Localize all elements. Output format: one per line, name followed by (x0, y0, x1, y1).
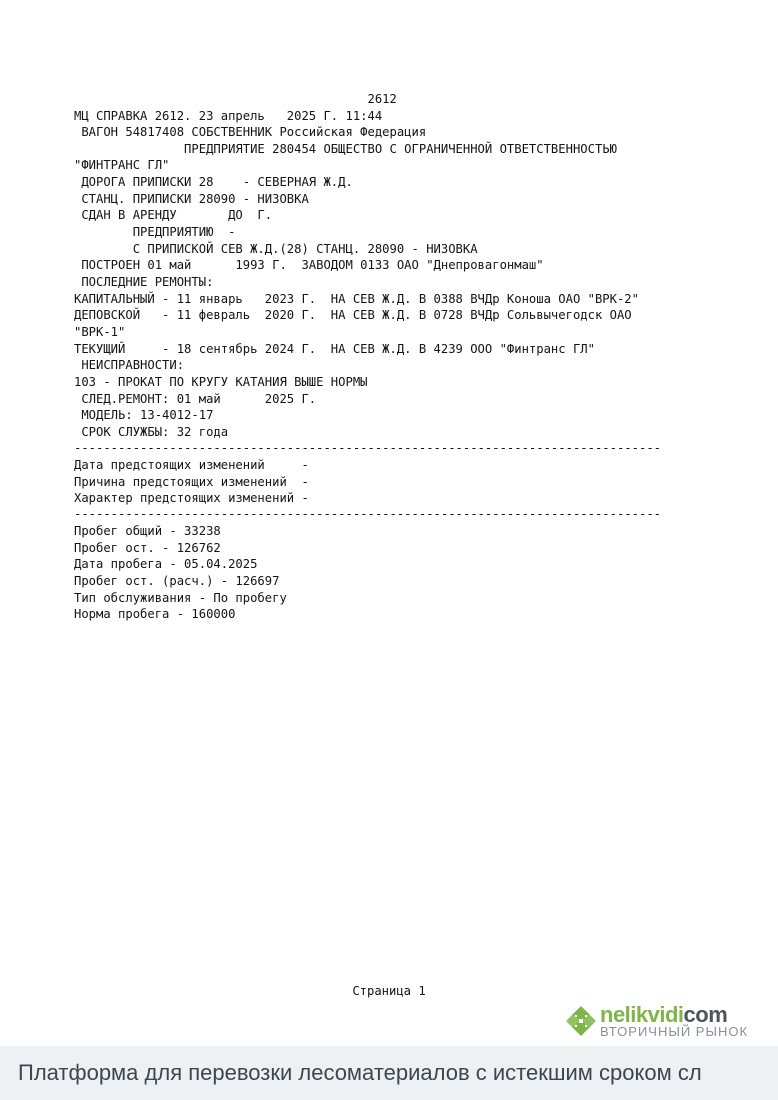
doc-line: СТАНЦ. ПРИПИСКИ 28090 - НИЗОВКА (74, 192, 309, 206)
doc-line: МЦ СПРАВКА 2612. 23 апрель 2025 Г. 11:44 (74, 109, 383, 123)
doc-line: Норма пробега - 160000 (74, 607, 236, 621)
separator-line: -------------------------------------------------------------------------------- (74, 441, 661, 455)
doc-line: Пробег ост. (расч.) - 126697 (74, 574, 280, 588)
doc-line: ПРЕДПРИЯТИЕ 280454 ОБЩЕСТВО С ОГРАНИЧЕННОЙ ОТВЕТСТВЕННОСТЬЮ (74, 142, 617, 156)
caption-bar (0, 1046, 778, 1100)
doc-line: ПОСЛЕДНИЕ РЕМОНТЫ: (74, 275, 214, 289)
doc-line: Характер предстоящих изменений - (74, 491, 309, 505)
doc-line: ТЕКУЩИЙ - 18 сентябрь 2024 Г. НА СЕВ Ж.Д. В 4239 ООО "Финтранс ГЛ" (74, 342, 595, 356)
doc-line: Тип обслуживания - По пробегу (74, 591, 287, 605)
watermark-brand-green: nelikvidi (600, 1002, 684, 1027)
recycle-logo-icon (564, 1004, 598, 1038)
doc-line: СЛЕД.РЕМОНТ: 01 май 2025 Г. (74, 392, 317, 406)
doc-line: МОДЕЛЬ: 13-4012-17 (74, 408, 214, 422)
doc-line: "ВРК-1" (74, 325, 126, 339)
doc-line: ДЕПОВСКОЙ - 11 февраль 2020 Г. НА СЕВ Ж.Д. В 0728 ВЧДр Сольвычегодск ОАО (74, 308, 632, 322)
watermark-brand-dark: com (683, 1002, 728, 1027)
doc-line: ПРЕДПРИЯТИЮ - (74, 225, 236, 239)
watermark-tagline: ВТОРИЧНЫЙ РЫНОК (600, 1024, 749, 1039)
doc-line: СДАН В АРЕНДУ ДО Г. (74, 208, 273, 222)
doc-line: 103 - ПРОКАТ ПО КРУГУ КАТАНИЯ ВЫШЕ НОРМЫ (74, 375, 368, 389)
doc-line: ПОСТРОЕН 01 май 1993 Г. ЗАВОДОМ 0133 ОАО "Днепровагонмаш" (74, 258, 544, 272)
page-number: Страница 1 (352, 984, 426, 998)
doc-line: "ФИНТРАНС ГЛ" (74, 158, 170, 172)
doc-line: Дата предстоящих изменений - (74, 458, 309, 472)
doc-line: СРОК СЛУЖБЫ: 32 года (74, 425, 229, 439)
doc-line: ДОРОГА ПРИПИСКИ 28 - СЕВЕРНАЯ Ж.Д. (74, 175, 353, 189)
doc-line: Причина предстоящих изменений - (74, 475, 309, 489)
watermark-logo (564, 1002, 764, 1044)
doc-line: КАПИТАЛЬНЫЙ - 11 январь 2023 Г. НА СЕВ Ж.Д. В 0388 ВЧДр Коноша ОАО "ВРК-2" (74, 292, 639, 306)
doc-line: 2612 (74, 92, 397, 106)
doc-line: Пробег общий - 33238 (74, 524, 221, 538)
doc-line: ВАГОН 54817408 СОБСТВЕННИК Российская Федерация (74, 125, 427, 139)
caption-text: Платформа для перевозки лесоматериалов с истекшим сроком сл (18, 1060, 702, 1085)
doc-line: НЕИСПРАВНОСТИ: (74, 358, 185, 372)
separator-line: -------------------------------------------------------------------------------- (74, 507, 661, 521)
doc-line: Дата пробега - 05.04.2025 (74, 557, 258, 571)
doc-line: С ПРИПИСКОЙ СЕВ Ж.Д.(28) СТАНЦ. 28090 - НИЗОВКА (74, 242, 478, 256)
doc-line: Пробег ост. - 126762 (74, 541, 221, 555)
